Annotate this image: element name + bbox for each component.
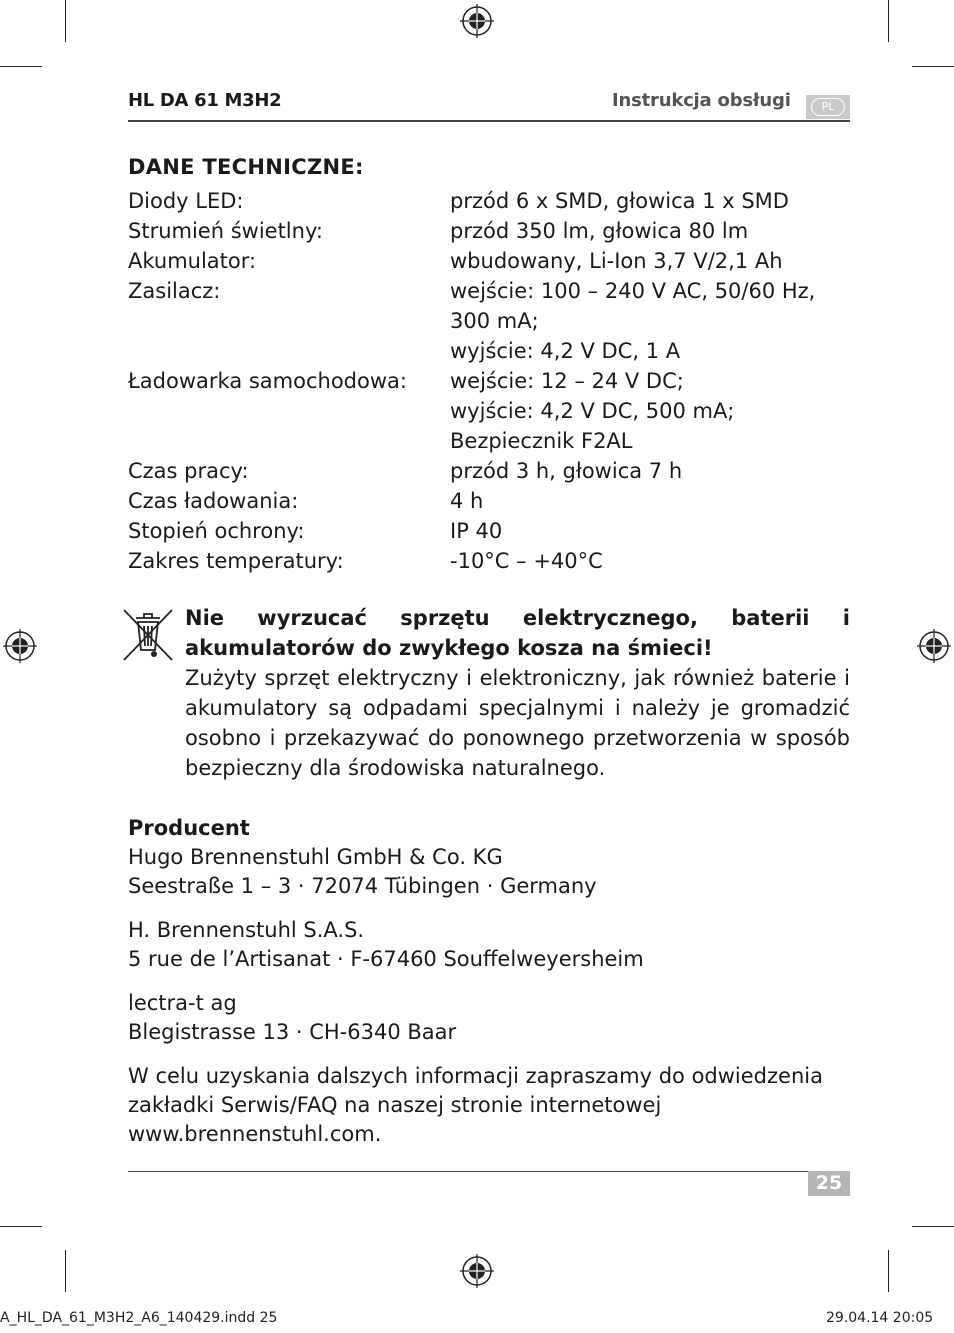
address-line: lectra-t ag xyxy=(128,991,237,1015)
crop-mark xyxy=(0,66,42,67)
registration-mark-icon xyxy=(3,629,37,663)
spec-label: Zakres temperatury: xyxy=(128,549,344,573)
crop-mark xyxy=(65,1250,66,1292)
weee-notice xyxy=(185,603,850,783)
tech-data-title: DANE TECHNICZNE: xyxy=(128,155,364,179)
address-line: Hugo Brennenstuhl GmbH & Co. KG xyxy=(128,845,503,869)
crop-mark xyxy=(888,0,889,42)
section-title: Instrukcja obsługi xyxy=(612,90,791,111)
page-number: 25 xyxy=(808,1171,850,1196)
address-line: Blegistrasse 13 · CH-6340 Baar xyxy=(128,1020,457,1044)
spec-row xyxy=(128,276,850,306)
spec-row xyxy=(128,546,850,576)
language-badge-label: PL xyxy=(811,98,845,116)
spec-label: Stopień ochrony: xyxy=(128,519,305,543)
address-line: H. Brennenstuhl S.A.S. xyxy=(128,918,365,942)
spec-label xyxy=(128,396,450,426)
spec-label: Czas pracy: xyxy=(128,459,249,483)
spec-value: przód 350 lm, głowica 80 lm xyxy=(450,219,749,243)
producer-title: Producent xyxy=(128,816,250,840)
info-line: W celu uzyskania dalszych informacji zapraszamy do odwiedzenia xyxy=(128,1064,823,1088)
website-link[interactable]: www.brennenstuhl.com. xyxy=(128,1122,382,1146)
spec-row xyxy=(128,486,850,516)
info-line: zakładki Serwis/FAQ na naszej stronie internetowej xyxy=(128,1093,662,1117)
tech-data-table xyxy=(128,186,850,576)
registration-mark-icon xyxy=(917,629,951,663)
address-line: 5 rue de l’Artisanat · F-67460 Souffelweyersheim xyxy=(128,947,644,971)
spec-label xyxy=(128,336,450,366)
spec-value: wbudowany, Li-Ion 3,7 V/2,1 Ah xyxy=(450,249,783,273)
spec-value: wejście: 100 – 240 V AC, 50/60 Hz, xyxy=(450,279,816,303)
language-badge xyxy=(806,95,850,119)
crossed-out-wheelie-bin-icon xyxy=(120,606,176,662)
registration-mark-icon xyxy=(460,4,494,38)
spec-value: IP 40 xyxy=(450,519,503,543)
spec-value: wejście: 12 – 24 V DC; xyxy=(450,369,684,393)
spec-value: przód 6 x SMD, głowica 1 x SMD xyxy=(450,189,789,213)
print-slug-date: 29.04.14 20:05 xyxy=(826,1310,934,1326)
print-slug-file: A_HL_DA_61_M3H2_A6_140429.indd 25 xyxy=(0,1310,278,1326)
spec-row xyxy=(128,366,850,396)
spec-label: Strumień świetlny: xyxy=(128,219,323,243)
spec-value: 300 mA; xyxy=(450,309,539,333)
spec-value: wyjście: 4,2 V DC, 1 A xyxy=(450,339,681,363)
spec-value: 4 h xyxy=(450,489,484,513)
crop-mark xyxy=(0,1226,42,1227)
spec-row xyxy=(128,336,850,366)
crop-mark xyxy=(912,66,954,67)
spec-label: Diody LED: xyxy=(128,189,244,213)
registration-mark-icon xyxy=(460,1254,494,1288)
spec-row xyxy=(128,246,850,276)
header-rule xyxy=(128,120,850,122)
spec-row xyxy=(128,516,850,546)
weee-heading: Nie wyrzucać sprzętu elektrycznego, baterii i akumulatorów do zwykłego kosza na śmieci! xyxy=(185,606,850,660)
crop-mark xyxy=(65,0,66,42)
spec-row xyxy=(128,186,850,216)
spec-label xyxy=(128,426,450,456)
address-line: Seestraße 1 – 3 · 72074 Tübingen · Germany xyxy=(128,874,597,898)
footer-rule xyxy=(128,1171,808,1172)
spec-value: Bezpiecznik F2AL xyxy=(450,429,633,453)
spec-label: Zasilacz: xyxy=(128,279,221,303)
weee-body: Zużyty sprzęt elektryczny i elektroniczny, jak również baterie i akumulatory są odpadami specjalnymi i należy je gromadzić osobno i przekazywać do ponownego przetworzenia w sposób bezpieczny dla środowiska naturalnego. xyxy=(185,666,850,780)
spec-row xyxy=(128,216,850,246)
spec-label: Ładowarka samochodowa: xyxy=(128,369,407,393)
spec-row xyxy=(128,396,850,426)
spec-row xyxy=(128,426,850,456)
producer-section xyxy=(128,814,850,1149)
spec-value: przód 3 h, głowica 7 h xyxy=(450,459,683,483)
spec-row xyxy=(128,456,850,486)
spec-label xyxy=(128,306,450,336)
crop-mark xyxy=(912,1226,954,1227)
spec-value: -10°C – +40°C xyxy=(450,549,603,573)
crop-mark xyxy=(888,1250,889,1292)
spec-label: Czas ładowania: xyxy=(128,489,299,513)
spec-label: Akumulator: xyxy=(128,249,257,273)
spec-row xyxy=(128,306,850,336)
spec-value: wyjście: 4,2 V DC, 500 mA; xyxy=(450,399,735,423)
model-name: HL DA 61 M3H2 xyxy=(128,90,282,111)
